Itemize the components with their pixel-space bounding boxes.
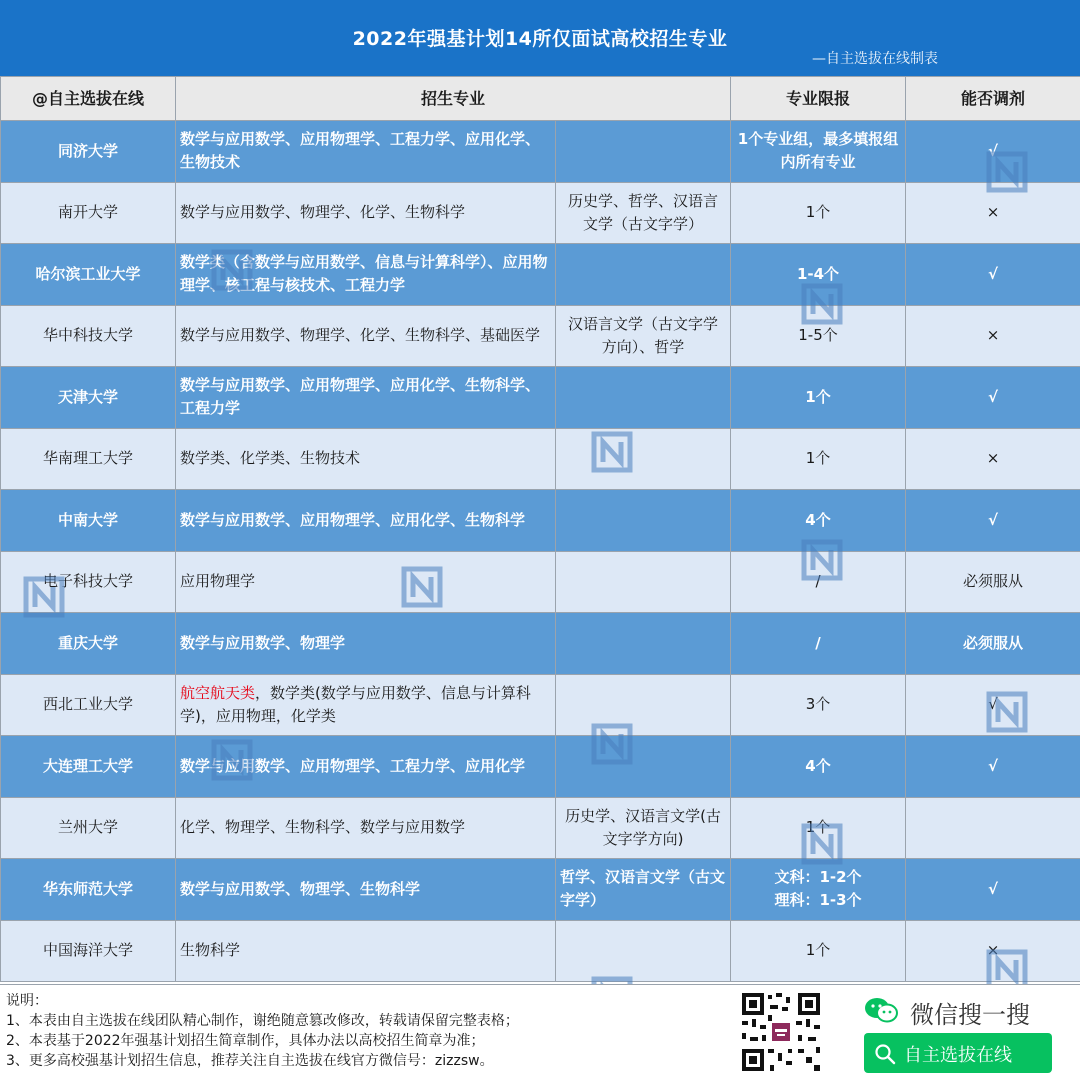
limit-cell: 1-5个 [731,305,906,367]
majors-cell: 生物科学 [176,920,556,982]
extra-majors-cell [556,736,731,798]
adjust-cell [906,797,1080,859]
table-row [1,428,1080,490]
limit-cell: / [731,613,906,675]
school-cell: 兰州大学 [1,797,176,859]
column-header-adjust: 能否调剂 [906,77,1080,121]
table-row [1,182,1080,244]
extra-majors-cell [556,244,731,306]
adjust-cell: × [906,305,1080,367]
table-row [1,121,1080,183]
note-line: 1、本表由自主选拔在线团队精心制作，谢绝随意篡改修改，转载请保留完整表格； [6,1013,519,1029]
extra-majors-cell: 历史学、哲学、汉语言文学（古文字学） [556,182,731,244]
note-line: 3、更多高校强基计划招生信息，推荐关注自主选拔在线官方微信号：zizzsw。 [6,1053,494,1069]
wechat-search-label [864,993,1064,1027]
search-icon [874,1043,896,1065]
limit-line-science: 理科：1-3个 [774,891,862,910]
notes [6,991,519,1071]
adjust-cell: √ [906,367,1080,429]
adjust-cell: √ [906,736,1080,798]
extra-majors-cell [556,674,731,736]
table-row [1,736,1080,798]
adjust-cell: 必须服从 [906,613,1080,675]
adjust-cell: √ [906,490,1080,552]
extra-majors-cell [556,613,731,675]
school-cell: 电子科技大学 [1,551,176,613]
majors-cell: 数学与应用数学、应用物理学、工程力学、应用化学 [176,736,556,798]
highlight-major: 航空航天类 [180,683,256,702]
table-row [1,859,1080,921]
majors-text: ，数学类(数学与应用数学、信息与计算科学)，应用物理，化学类 [180,683,531,725]
adjust-cell: √ [906,244,1080,306]
adjust-cell: √ [906,674,1080,736]
limit-line-arts: 文科：1-2个 [774,868,862,887]
school-cell: 重庆大学 [1,613,176,675]
table-row [1,490,1080,552]
limit-cell: 1个 [731,428,906,490]
credit-text: —自主选拔在线制表 [812,51,938,67]
limit-cell: 1个 [731,182,906,244]
table-row [1,367,1080,429]
extra-majors-cell: 历史学、汉语言文学(古文字学方向) [556,797,731,859]
majors-table [0,76,1080,982]
wechat-search-button[interactable] [864,1033,1052,1073]
school-cell: 南开大学 [1,182,176,244]
page-title: 2022年强基计划14所仅面试高校招生专业 [352,28,728,50]
table-row [1,244,1080,306]
majors-cell: 化学、物理学、生物科学、数学与应用数学 [176,797,556,859]
school-cell: 中国海洋大学 [1,920,176,982]
limit-cell [731,859,906,921]
school-cell: 大连理工大学 [1,736,176,798]
majors-cell: 应用物理学 [176,551,556,613]
wechat-search-text: 微信搜一搜 [910,1001,1030,1029]
extra-majors-cell [556,551,731,613]
title-bar [0,0,1080,76]
wechat-icon [864,997,898,1023]
school-cell: 西北工业大学 [1,674,176,736]
extra-majors-cell: 汉语言文学（古文字学方向）、哲学 [556,305,731,367]
qr-code-icon[interactable] [740,991,822,1073]
majors-cell [176,674,556,736]
limit-cell: 3个 [731,674,906,736]
extra-majors-cell [556,920,731,982]
limit-cell: 1个专业组，最多填报组内所有专业 [731,121,906,183]
school-cell: 哈尔滨工业大学 [1,244,176,306]
extra-majors-cell [556,121,731,183]
adjust-cell: × [906,428,1080,490]
school-cell: 华中科技大学 [1,305,176,367]
footer [0,984,1080,1082]
limit-cell: 4个 [731,736,906,798]
column-header-limit: 专业限报 [731,77,906,121]
majors-cell: 数学与应用数学、应用物理学、应用化学、生物科学 [176,490,556,552]
majors-cell: 数学类（含数学与应用数学、信息与计算科学）、应用物理学、核工程与核技术、工程力学 [176,244,556,306]
table-row [1,797,1080,859]
majors-cell: 数学与应用数学、应用物理学、应用化学、生物科学、工程力学 [176,367,556,429]
school-cell: 天津大学 [1,367,176,429]
notes-title: 说明： [6,993,48,1009]
table-row [1,613,1080,675]
majors-cell: 数学与应用数学、物理学、化学、生物科学 [176,182,556,244]
table-row [1,551,1080,613]
table-row [1,674,1080,736]
adjust-cell: √ [906,859,1080,921]
adjust-cell: √ [906,121,1080,183]
majors-cell: 数学与应用数学、物理学、化学、生物科学、基础医学 [176,305,556,367]
note-line: 2、本表基于2022年强基计划招生简章制作，具体办法以高校招生简章为准； [6,1033,485,1049]
majors-cell: 数学类、化学类、生物技术 [176,428,556,490]
table-header-row [1,77,1080,121]
limit-cell: 1个 [731,920,906,982]
school-cell: 华东师范大学 [1,859,176,921]
table-row [1,920,1080,982]
majors-cell: 数学与应用数学、应用物理学、工程力学、应用化学、生物技术 [176,121,556,183]
limit-cell: 1-4个 [731,244,906,306]
majors-cell: 数学与应用数学、物理学、生物科学 [176,859,556,921]
column-header-school: @自主选拔在线 [1,77,176,121]
school-cell: 同济大学 [1,121,176,183]
adjust-cell: × [906,920,1080,982]
limit-cell: 1个 [731,367,906,429]
table-row [1,305,1080,367]
adjust-cell: 必须服从 [906,551,1080,613]
search-button-label: 自主选拔在线 [904,1045,1012,1066]
extra-majors-cell [556,367,731,429]
column-header-majors: 招生专业 [176,77,731,121]
school-cell: 华南理工大学 [1,428,176,490]
majors-cell: 数学与应用数学、物理学 [176,613,556,675]
limit-cell: 4个 [731,490,906,552]
adjust-cell: × [906,182,1080,244]
school-cell: 中南大学 [1,490,176,552]
extra-majors-cell: 哲学、汉语言文学（古文字学） [556,859,731,921]
extra-majors-cell [556,490,731,552]
extra-majors-cell [556,428,731,490]
limit-cell: / [731,551,906,613]
limit-cell: 1个 [731,797,906,859]
